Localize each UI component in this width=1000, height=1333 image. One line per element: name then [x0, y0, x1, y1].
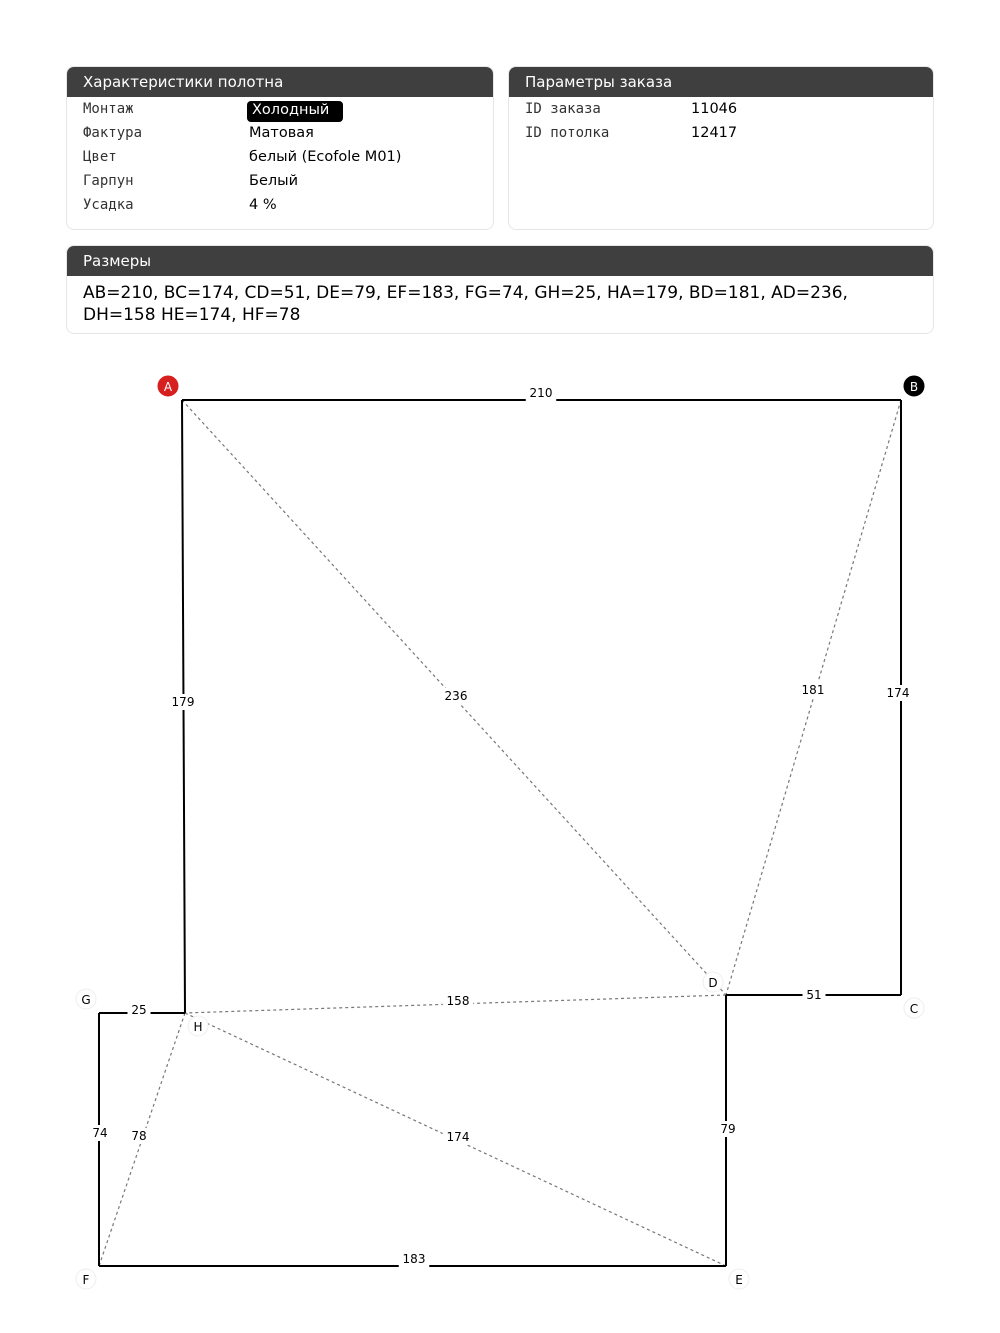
length-label-he: 174	[446, 1130, 470, 1144]
mounting-label: Монтаж	[83, 101, 134, 117]
length-label-dh: 158	[446, 994, 470, 1008]
harpoon-label: Гарпун	[83, 173, 134, 189]
harpoon-value: Белый	[249, 173, 299, 189]
length-label-fg: 74	[92, 1126, 108, 1140]
vertex-label-d: D	[708, 976, 718, 990]
vertex-label-g: G	[81, 993, 91, 1007]
length-label-de: 79	[720, 1122, 736, 1136]
length-label-bc: 174	[886, 686, 910, 700]
length-label-hf: 78	[131, 1129, 147, 1143]
sizes-text: AB=210, BC=174, CD=51, DE=79, EF=183, FG=74, GH=25, HA=179, BD=181, AD=236, DH=158 HE=174, HF=78	[83, 283, 848, 325]
diagonals-layer	[99, 400, 901, 1266]
shrinkage-value: 4 %	[249, 197, 277, 213]
length-label-ab: 210	[529, 386, 553, 400]
length-label-ef: 183	[402, 1252, 426, 1266]
texture-label: Фактура	[83, 125, 143, 141]
canvas-properties-title: Характеристики полотна	[67, 67, 493, 97]
color-value: белый (Ecofole M01)	[249, 149, 402, 165]
length-label-ad: 236	[444, 689, 468, 703]
walls-layer	[99, 400, 901, 1266]
ceiling-id-label: ID потолка	[525, 125, 610, 141]
color-label: Цвет	[83, 149, 117, 165]
vertex-label-h: H	[193, 1020, 203, 1034]
length-label-gh: 25	[131, 1003, 147, 1017]
order-params-title: Параметры заказа	[509, 67, 933, 97]
shrinkage-label: Усадка	[83, 197, 134, 213]
length-label-cd: 51	[806, 988, 822, 1002]
length-label-bd: 181	[801, 683, 825, 697]
mounting-value: Холодный	[247, 101, 343, 122]
vertex-label-f: F	[82, 1273, 90, 1287]
sizes-title: Размеры	[67, 246, 933, 276]
order-id-label: ID заказа	[525, 101, 601, 117]
vertex-label-a: A	[163, 380, 173, 394]
vertices-layer	[76, 376, 924, 1289]
order-id-value: 11046	[691, 101, 738, 117]
texture-value: Матовая	[249, 125, 314, 141]
vertex-label-b: B	[909, 380, 919, 394]
vertex-label-c: C	[909, 1002, 919, 1016]
length-label-ha: 179	[171, 695, 195, 709]
length-labels-layer	[89, 385, 914, 1267]
ceiling-id-value: 12417	[691, 125, 738, 141]
vertex-label-e: E	[735, 1273, 743, 1287]
